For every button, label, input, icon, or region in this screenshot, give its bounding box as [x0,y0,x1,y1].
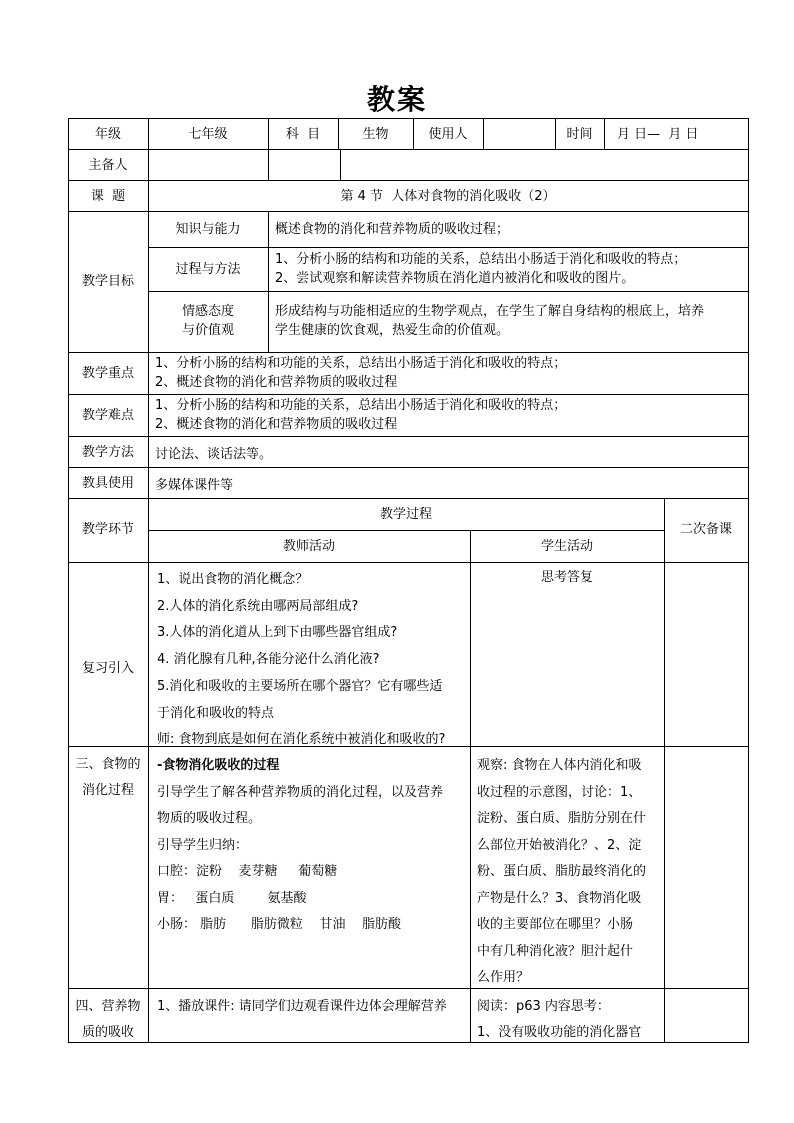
stage-digestion-label: 三、食物的 消化过程 [75,757,141,798]
time-label: 时间 [566,127,593,142]
topic-label: 课 题 [90,189,126,204]
topic-value: 第 4 节 人体对食物的消化吸收（2） [340,189,556,204]
emotion-label: 情感态度 与价值观 [181,304,234,338]
stage-header: 教学环节 [81,522,134,537]
method-text: 讨论法、谈话法等。 [155,447,273,462]
stage-review-teacher: 1、说出食物的消化概念？ 2.人体的消化系统由哪两局部组成? 3.人体的消化道从上到下由哪些器官组成? 4. 消化腺有几种,各能分泌什么消化液? 5.消化和吸收的主要场所在哪个器官？它有哪些适 于消化和吸收的特点 师: 食物到底是如何在消化系统中被消化和吸收的? [157,572,446,748]
tools-text: 多媒体课件等 [155,478,234,493]
time-value: 月 日— 月 日 [617,127,699,142]
key-points-label: 教学重点 [81,366,134,381]
stage-digestion-heading: -食物消化吸收的过程 [157,758,280,773]
preparer-label: 主备人 [88,158,128,173]
grade-label: 年级 [94,127,121,142]
stage-absorption-student: 阅读：p63 内容思考： 1、没有吸收功能的消化器官 [477,999,642,1040]
tools-label: 教具使用 [81,476,134,491]
student-activity-header: 学生活动 [540,539,593,554]
process-method-text: 1、分析小肠的结构和功能的关系，总结出小肠适于消化和吸收的特点； 2、尝试观察和解读营养物质在消化道内被消化和吸收的图片。 [275,252,687,286]
stage-digestion-teacher: 引导学生了解各种营养物质的消化过程，以及营养 物质的吸收过程。 引导学生归纳： 口腔：淀粉 麦芽糖 葡萄糖 胃： 蛋白质 氨基酸 小肠： 脂肪 脂肪微粒 甘油 脂肪酸 [157,784,444,932]
difficulties-label: 教学难点 [81,408,134,423]
key-points-text: 1、分析小肠的结构和功能的关系，总结出小肠适于消化和吸收的特点； 2、概述食物的消化和营养物质的吸收过程 [155,356,567,390]
second-prep-header: 二次备课 [679,522,732,537]
subject-label: 科 目 [285,127,321,142]
emotion-text: 形成结构与功能相适应的生物学观点，在学生了解自身结构的根底上，培养 学生健康的饮食观，热爱生命的价值观。 [275,304,705,338]
stage-review-student: 思考答复 [540,570,593,585]
method-label: 教学方法 [81,445,134,460]
knowledge-label: 知识与能力 [175,222,241,237]
stage-absorption-label: 四、营养物 质的吸收 [75,999,141,1040]
stage-digestion-student: 观察: 食物在人体内消化和吸 收过程的示意图，讨论：1、 淀粉、蛋白质、脂肪分别在什 么部位开始被消化？、2、淀 粉、蛋白质、脂肪最终消化的 产物是什么？3、食物消化吸 收的主要部位在哪里？小肠 中有几种消化液？胆汁起什 么作用？ [477,758,647,985]
subject-value: 生物 [362,127,389,142]
goals-label: 教学目标 [81,274,134,289]
process-header: 教学过程 [379,507,432,522]
grade-value: 七年级 [188,127,228,142]
knowledge-text: 概述食物的消化和营养物质的吸收过程； [275,222,510,237]
difficulties-text: 1、分析小肠的结构和功能的关系，总结出小肠适于消化和吸收的特点； 2、概述食物的消化和营养物质的吸收过程 [155,398,567,432]
page-title: 教案 [366,83,427,116]
stage-absorption-teacher: 1、播放课件: 请同学们边观看课件边体会理解营养 [157,999,447,1014]
process-method-label: 过程与方法 [175,262,241,277]
stage-review-label: 复习引入 [81,661,134,676]
user-label: 使用人 [428,127,468,142]
teacher-activity-header: 教师活动 [282,539,335,554]
